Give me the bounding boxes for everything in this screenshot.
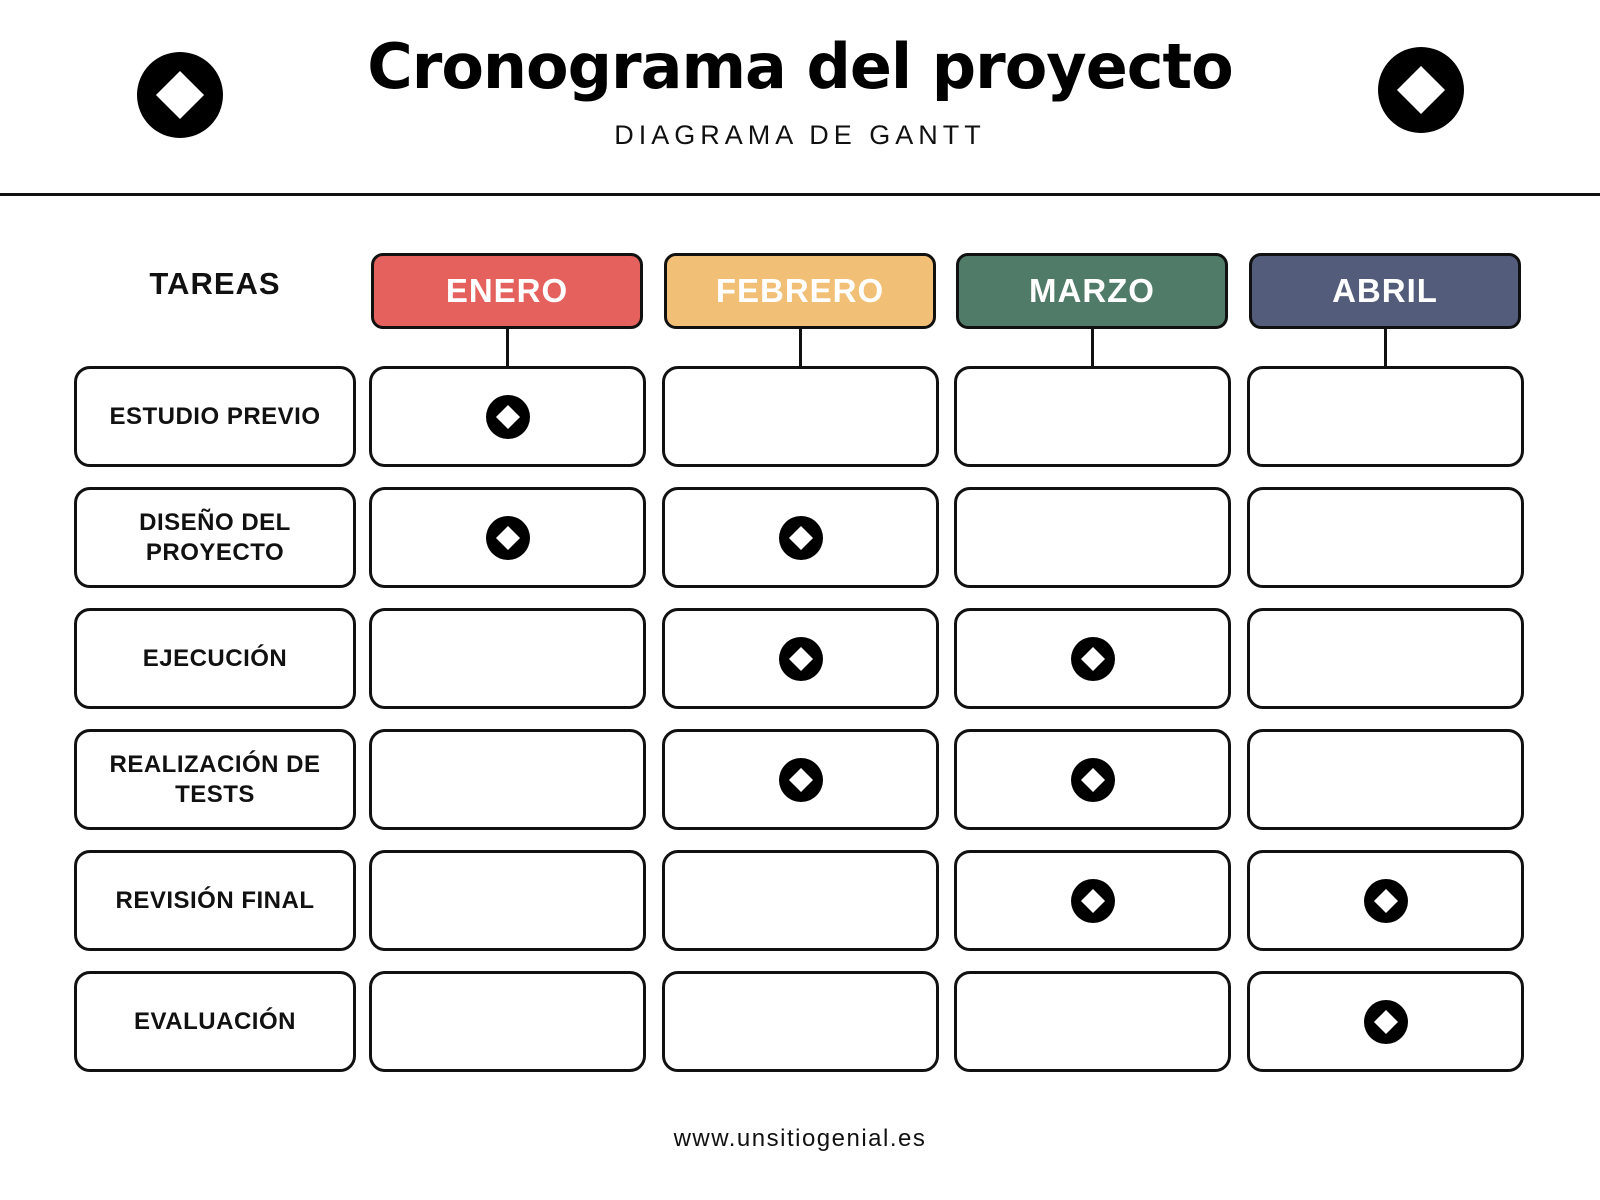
diamond-circle-icon: [137, 52, 223, 138]
task-label: EJECUCIÓN: [142, 644, 288, 672]
task-label: REVISIÓN FINAL: [115, 886, 315, 914]
task-label-box: [74, 729, 356, 830]
gantt-cell: [954, 850, 1231, 951]
footer-url: www.unsitiogenial.es: [673, 1125, 927, 1152]
gantt-cell: [954, 487, 1231, 588]
month-connector: [1384, 329, 1387, 366]
gantt-cell: [369, 366, 646, 467]
gantt-cell: [1247, 366, 1524, 467]
month-header-3: ABRIL: [1249, 253, 1521, 329]
gantt-cell: [369, 487, 646, 588]
month-connector: [1091, 329, 1094, 366]
task-label-box: [74, 487, 356, 588]
gantt-cell: [662, 487, 939, 588]
task-label: EVALUACIÓN: [134, 1007, 296, 1035]
task-label-box: [74, 971, 356, 1072]
month-connector: [506, 329, 509, 366]
diamond-circle-icon: [1071, 758, 1115, 802]
month-header-0: ENERO: [371, 253, 643, 329]
gantt-cell: [954, 366, 1231, 467]
diamond-circle-icon: [1378, 47, 1464, 133]
diamond-circle-icon: [486, 516, 530, 560]
gantt-cell: [662, 608, 939, 709]
diamond-circle-icon: [779, 637, 823, 681]
gantt-cell: [369, 850, 646, 951]
diamond-circle-icon: [1364, 879, 1408, 923]
gantt-cell: [954, 971, 1231, 1072]
gantt-cell: [369, 608, 646, 709]
page-subtitle: DIAGRAMA DE GANTT: [614, 120, 986, 150]
gantt-cell: [1247, 608, 1524, 709]
gantt-cell: [954, 729, 1231, 830]
gantt-cell: [369, 729, 646, 830]
gantt-cell: [1247, 729, 1524, 830]
diamond-circle-icon: [1364, 1000, 1408, 1044]
page-title: Cronograma del proyecto: [367, 30, 1233, 103]
tasks-heading: TAREAS: [149, 266, 281, 301]
header-divider: [0, 193, 1600, 196]
diamond-circle-icon: [486, 395, 530, 439]
task-label-box: [74, 608, 356, 709]
task-label-box: [74, 850, 356, 951]
diamond-circle-icon: [779, 758, 823, 802]
gantt-cell: [662, 850, 939, 951]
gantt-cell: [1247, 971, 1524, 1072]
gantt-cell: [662, 366, 939, 467]
gantt-cell: [369, 971, 646, 1072]
month-header-2: MARZO: [956, 253, 1228, 329]
task-label: DISEÑO DEL PROYECTO: [139, 508, 291, 566]
task-label-box: [74, 366, 356, 467]
gantt-cell: [662, 729, 939, 830]
diamond-circle-icon: [1071, 637, 1115, 681]
task-label: REALIZACIÓN DE TESTS: [109, 750, 321, 808]
task-label: ESTUDIO PREVIO: [109, 402, 321, 430]
diamond-circle-icon: [779, 516, 823, 560]
gantt-cell: [662, 971, 939, 1072]
month-header-1: FEBRERO: [664, 253, 936, 329]
gantt-cell: [954, 608, 1231, 709]
diamond-circle-icon: [1071, 879, 1115, 923]
month-connector: [799, 329, 802, 366]
gantt-cell: [1247, 487, 1524, 588]
gantt-cell: [1247, 850, 1524, 951]
